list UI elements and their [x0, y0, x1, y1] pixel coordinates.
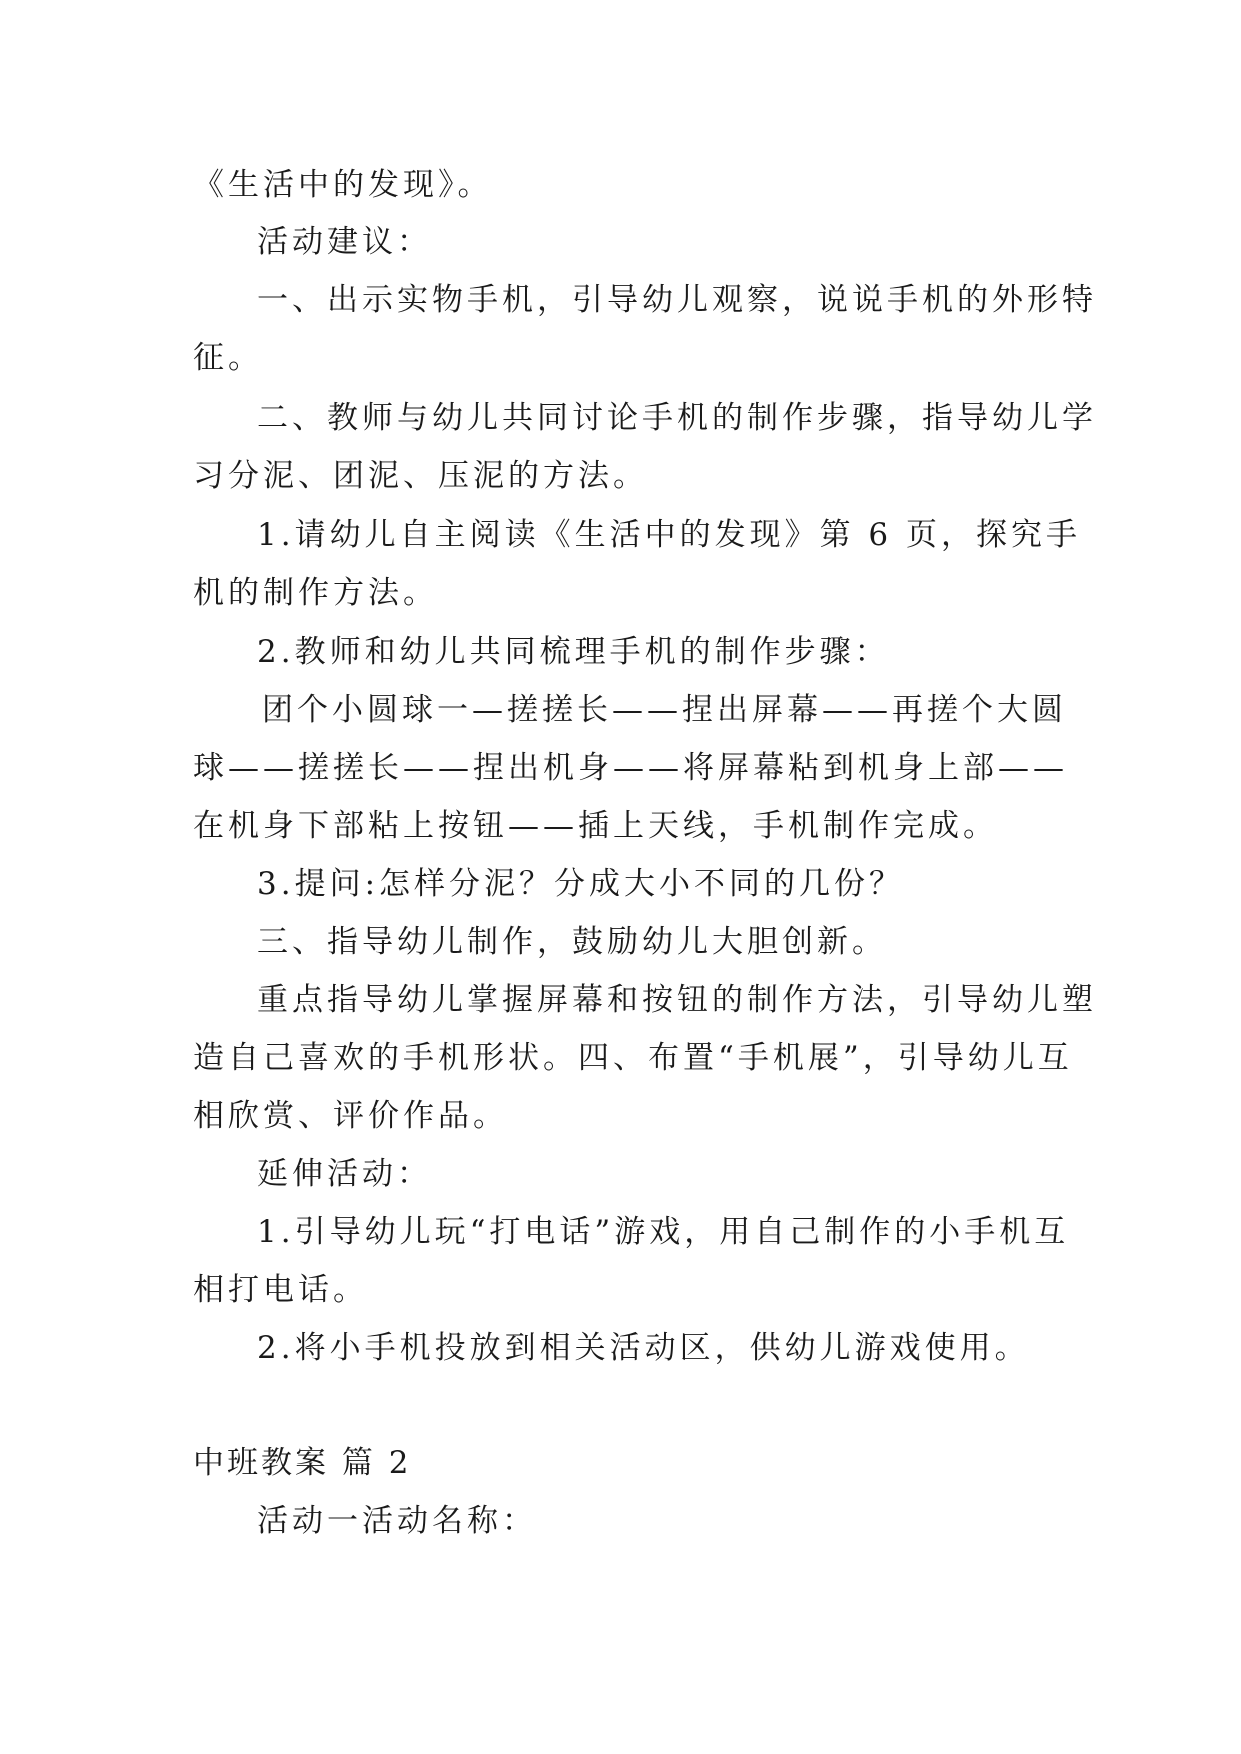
text-line: 造自己喜欢的手机形状。四、布置“手机展”，引导幼儿互 [193, 1040, 1073, 1076]
text-line: 征。 [193, 340, 263, 376]
text-line: 三、指导幼儿制作，鼓励幼儿大胆创新。 [257, 924, 887, 960]
text-line: 二、教师与幼儿共同讨论手机的制作步骤，指导幼儿学 [257, 400, 1097, 436]
text-line: 团个小圆球一—搓搓长——捏出屏幕——再搓个大圆 [262, 692, 1067, 728]
text-line: 重点指导幼儿掌握屏幕和按钮的制作方法，引导幼儿塑 [257, 982, 1097, 1018]
text-line: 2.教师和幼儿共同梳理手机的制作步骤： [257, 634, 890, 670]
text-line: 机的制作方法。 [193, 575, 438, 611]
text-line: 2.将小手机投放到相关活动区，供幼儿游戏使用。 [257, 1330, 1030, 1366]
text-line: 延伸活动： [257, 1156, 432, 1192]
text-line: 1.引导幼儿玩“打电话”游戏，用自己制作的小手机互 [257, 1214, 1070, 1250]
text-line: 球——搓搓长——捏出机身——将屏幕粘到机身上部—— [193, 750, 1068, 786]
text-line: 《生活中的发现》。 [193, 167, 493, 203]
text-line: 1.请幼儿自主阅读《生活中的发现》第 6 页，探究手 [257, 517, 1082, 553]
text-line: 习分泥、团泥、压泥的方法。 [193, 458, 648, 494]
text-line: 相欣赏、评价作品。 [193, 1098, 508, 1134]
text-line: 活动建议： [257, 224, 432, 260]
text-line: 相打电话。 [193, 1272, 368, 1308]
text-line: 在机身下部粘上按钮——插上天线，手机制作完成。 [193, 808, 998, 844]
text-line: 3.提问:怎样分泥？分成大小不同的几份？ [257, 866, 905, 902]
text-line: 一、出示实物手机，引导幼儿观察，说说手机的外形特 [257, 282, 1097, 318]
text-line: 活动一活动名称： [257, 1503, 537, 1539]
section-heading: 中班教案 篇 2 [193, 1445, 412, 1481]
